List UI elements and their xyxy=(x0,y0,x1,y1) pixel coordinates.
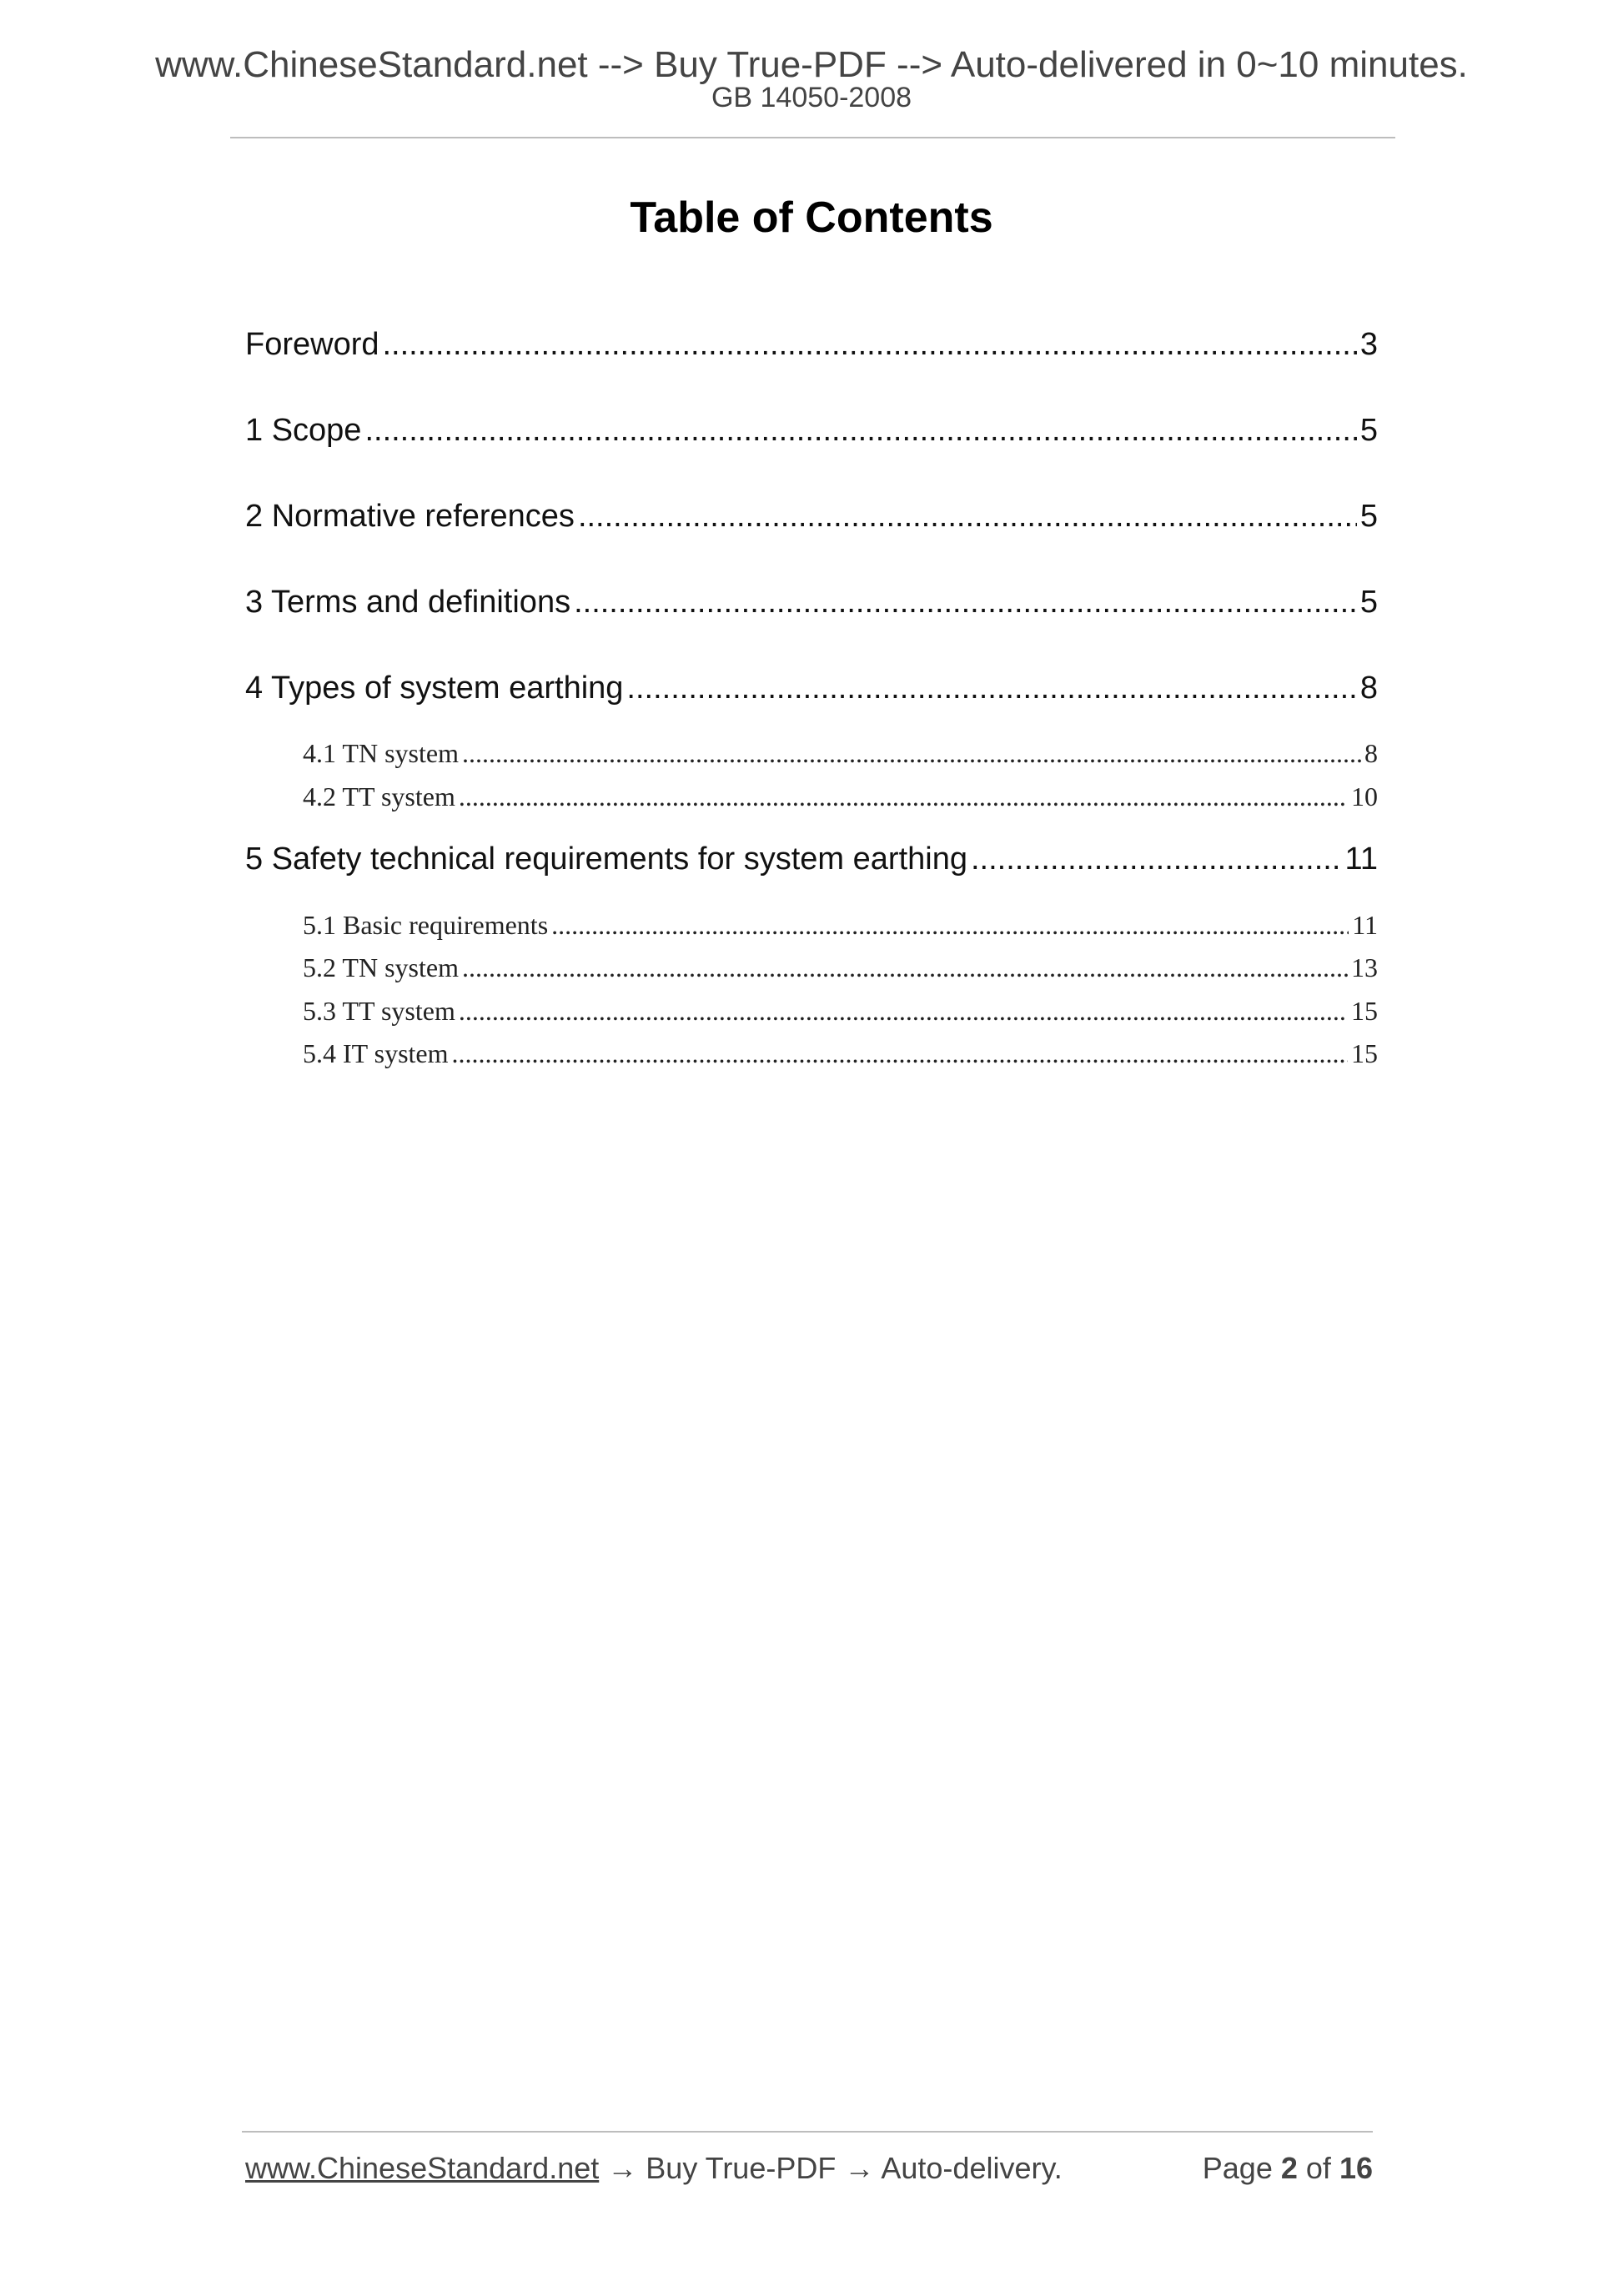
toc-entry-label: Foreword xyxy=(245,327,379,362)
dot-leader xyxy=(459,780,1348,813)
header-divider xyxy=(230,137,1395,138)
current-page-number: 2 xyxy=(1280,2151,1298,2185)
dot-leader xyxy=(462,951,1348,984)
page-indicator xyxy=(1203,2149,1373,2188)
toc-entry-label: 4.1 TN system xyxy=(303,738,459,768)
toc-subentry-5-1[interactable] xyxy=(303,908,1378,942)
toc-entry-label: 5.4 IT system xyxy=(303,1038,449,1068)
toc-entry-page: 11 xyxy=(1344,842,1378,877)
toc-entry-page: 8 xyxy=(1359,671,1378,706)
toc-subentry-5-2[interactable] xyxy=(303,951,1378,984)
page-word: Page xyxy=(1202,2151,1273,2185)
standard-code: GB 14050-2008 xyxy=(711,82,912,113)
toc-entry-page: 13 xyxy=(1351,952,1378,982)
toc-entry-normative-references[interactable] xyxy=(245,495,1378,537)
toc-entry-label: 5.1 Basic requirements xyxy=(303,910,549,940)
toc-entry-terms-definitions[interactable] xyxy=(245,581,1378,623)
toc-subentry-5-4[interactable] xyxy=(303,1037,1378,1070)
toc-entry-label: 4.2 TT system xyxy=(303,781,455,811)
toc-entry-page: 5 xyxy=(1359,585,1378,620)
dot-leader xyxy=(383,324,1357,365)
dot-leader xyxy=(364,409,1356,451)
footer-divider xyxy=(242,2131,1373,2133)
toc-entry-page: 15 xyxy=(1351,1038,1378,1068)
arrow-right-icon: → xyxy=(607,2151,638,2185)
toc-subentry-4-1[interactable] xyxy=(303,736,1378,770)
footer-buy-text: Buy True-PDF xyxy=(646,2151,837,2185)
page-title: Table of Contents xyxy=(630,193,993,242)
dot-leader xyxy=(578,495,1357,537)
footer-delivery-text: Auto-delivery. xyxy=(881,2151,1063,2185)
toc-entry-label: 2 Normative references xyxy=(245,499,575,534)
toc-entry-page: 10 xyxy=(1351,781,1378,811)
arrow-right-icon: → xyxy=(844,2151,875,2185)
header-banner: www.ChineseStandard.net --> Buy True-PDF --> Auto-delivered in 0~10 minutes. xyxy=(155,44,1468,85)
dot-leader xyxy=(452,1037,1348,1070)
toc-entry-types-of-earthing[interactable] xyxy=(245,667,1378,709)
dot-leader xyxy=(626,667,1356,709)
toc-entry-page: 15 xyxy=(1351,996,1378,1026)
dot-leader xyxy=(459,994,1348,1027)
toc-entry-label: 3 Terms and definitions xyxy=(245,585,571,620)
toc-entry-page: 3 xyxy=(1359,327,1378,362)
toc-entry-label: 1 Scope xyxy=(245,413,362,448)
toc-entry-label: 5.2 TN system xyxy=(303,952,459,982)
toc-subentry-4-2[interactable] xyxy=(303,780,1378,813)
toc-entry-label: 5.3 TT system xyxy=(303,996,455,1026)
toc-entry-page: 5 xyxy=(1359,413,1378,448)
toc-entry-foreword[interactable] xyxy=(245,324,1378,365)
footer-site-link[interactable]: www.ChineseStandard.net xyxy=(245,2151,600,2185)
toc-entry-safety-requirements[interactable] xyxy=(245,838,1378,880)
toc-entry-page: 8 xyxy=(1364,738,1378,768)
dot-leader xyxy=(971,838,1342,880)
dot-leader xyxy=(462,736,1361,770)
toc-entry-label: 5 Safety technical requirements for system earthing xyxy=(245,842,967,877)
total-pages-number: 16 xyxy=(1339,2151,1373,2185)
toc-subentry-5-3[interactable] xyxy=(303,994,1378,1027)
dot-leader xyxy=(551,908,1349,942)
footer-promo xyxy=(245,2149,1063,2188)
of-word: of xyxy=(1305,2151,1331,2185)
toc-entry-scope[interactable] xyxy=(245,409,1378,451)
toc-entry-page: 11 xyxy=(1352,910,1378,940)
dot-leader xyxy=(574,581,1357,623)
toc-entry-label: 4 Types of system earthing xyxy=(245,671,624,706)
toc-entry-page: 5 xyxy=(1359,499,1378,534)
